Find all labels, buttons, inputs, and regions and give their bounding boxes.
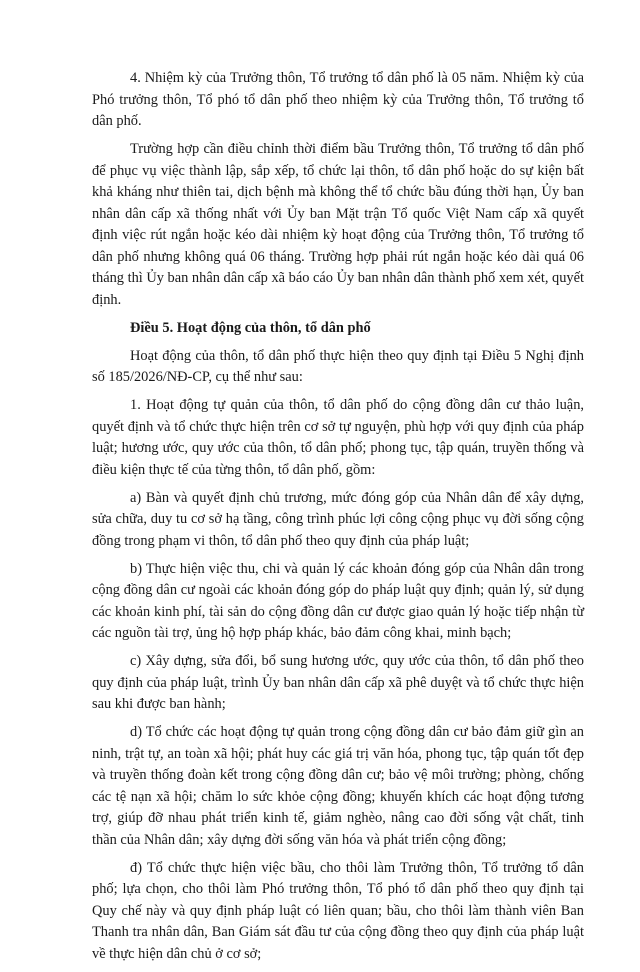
paragraph-point-a: a) Bàn và quyết định chủ trương, mức đóng góp của Nhân dân để xây dựng, sửa chữa, duy tu cơ sở hạ tầng, công trình phúc lợi công cộng phục vụ đời sống cộng đồng trong phạm vi thôn, tổ dân phố theo quy định của pháp luật;	[92, 489, 584, 549]
document-page	[92, 68, 584, 972]
article-5-heading: Điều 5. Hoạt động của thôn, tổ dân phố	[130, 319, 371, 336]
paragraph-point-dd: đ) Tổ chức thực hiện việc bầu, cho thôi làm Trưởng thôn, Tổ trưởng tổ dân phố; lựa chọn, cho thôi làm Phó trưởng thôn, Tổ phó tổ dân phố theo quy định tại Quy chế này và quy định pháp luật có liên quan; bầu, cho thôi làm thành viên Ban Thanh tra nhân dân, Ban Giám sát đầu tư của cộng đồng theo quy định của pháp luật về thực hiện dân chủ ở cơ sở;	[92, 859, 584, 962]
paragraph-point-d: d) Tổ chức các hoạt động tự quản trong cộng đồng dân cư bảo đảm giữ gìn an ninh, trật tự, an toàn xã hội; phát huy các giá trị văn hóa, phong tục, tập quán tốt đẹp và truyền thống đoàn kết trong cộng đồng dân cư; bảo vệ môi trường; phòng, chống các tệ nạn xã hội; chăm lo sức khỏe cộng đồng; khuyến khích các hoạt động tương trợ, giúp đỡ nhau phát triển kinh tế, giảm nghèo, nâng cao đời sống vật chất, tinh thần của Nhân dân; xây dựng đời sống văn hóa và phát triển cộng đồng;	[92, 724, 584, 848]
paragraph-term-adjustment: Trường hợp cần điều chỉnh thời điểm bầu Trưởng thôn, Tổ trưởng tổ dân phố để phục vụ việc thành lập, sắp xếp, tổ chức lại thôn, tổ dân phố hoặc do sự kiện bất khả kháng như thiên tai, dịch bệnh mà không thể tổ chức bầu đúng thời hạn, Ủy ban nhân dân cấp xã thống nhất với Ủy ban Mặt trận Tổ quốc Việt Nam cấp xã quyết định việc rút ngắn hoặc kéo dài nhiệm kỳ hoạt động của Trưởng thôn, Tổ trưởng tổ dân phố nhưng không quá 06 tháng. Trường hợp phải rút ngắn hoặc kéo dài quá 06 tháng thì Ủy ban nhân dân cấp xã báo cáo Ủy ban nhân dân thành phố xem xét, quyết định.	[92, 141, 584, 308]
paragraph-clause-1: 1. Hoạt động tự quản của thôn, tổ dân phố do cộng đồng dân cư thảo luận, quyết định và tổ chức thực hiện trên cơ sở tự nguyện, phù hợp với quy định của pháp luật; hương ước, quy ước của thôn, tổ dân phố; phong tục, tập quán, truyền thống và điều kiện thực tế của từng thôn, tổ dân phố, gồm:	[92, 397, 584, 478]
paragraph-point-b: b) Thực hiện việc thu, chi và quản lý các khoản đóng góp của Nhân dân trong cộng đồng dân cư ngoài các khoản đóng góp do pháp luật quy định; quản lý, sử dụng các khoản kinh phí, tài sản do cộng đồng dân cư được giao quản lý hoặc tiếp nhận từ các nguồn tài trợ, ủng hộ hợp pháp khác, bảo đảm công khai, minh bạch;	[92, 560, 584, 641]
paragraph-term-duration: 4. Nhiệm kỳ của Trưởng thôn, Tổ trưởng tổ dân phố là 05 năm. Nhiệm kỳ của Phó trưởng thôn, Tổ phó tổ dân phố theo nhiệm kỳ của Trưởng thôn, Tổ trưởng tổ dân phố.	[92, 70, 584, 129]
paragraph-article-5-intro: Hoạt động của thôn, tổ dân phố thực hiện theo quy định tại Điều 5 Nghị định số 185/2026/NĐ-CP, cụ thể như sau:	[92, 347, 584, 385]
paragraph-point-c: c) Xây dựng, sửa đổi, bổ sung hương ước, quy ước của thôn, tổ dân phố theo quy định của pháp luật, trình Ủy ban nhân dân cấp xã phê duyệt và tổ chức thực hiện sau khi được ban hành;	[92, 653, 584, 712]
